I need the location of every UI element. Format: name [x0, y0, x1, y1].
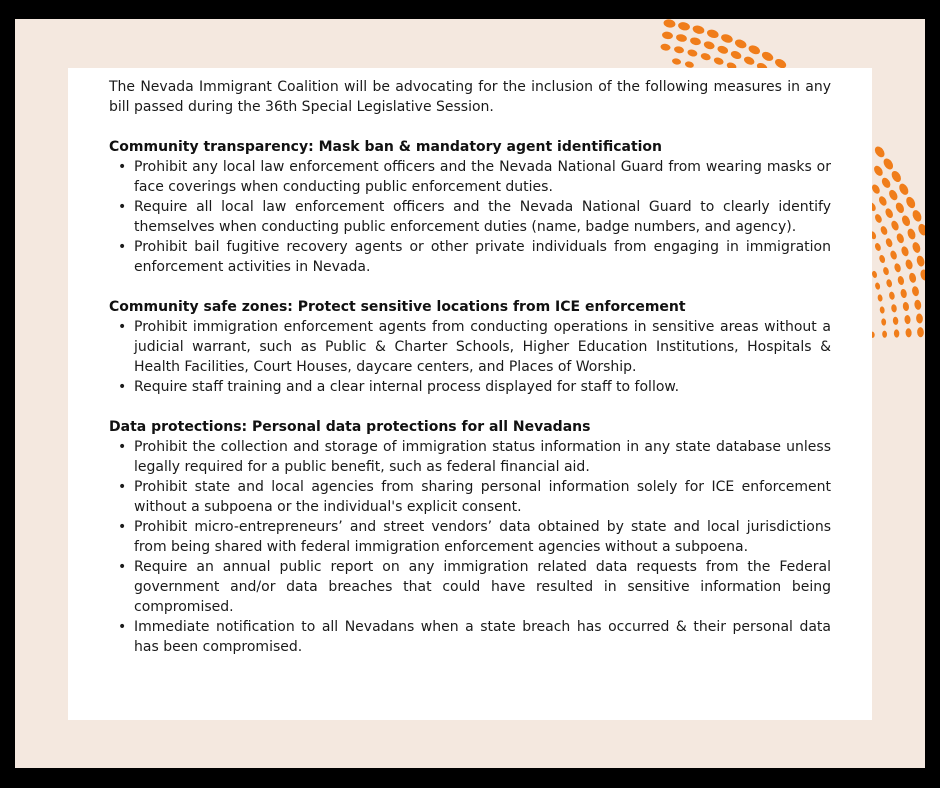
document-body	[109, 77, 831, 657]
halftone-dot	[904, 259, 913, 271]
halftone-dot	[917, 327, 924, 337]
halftone-dot	[886, 279, 893, 288]
list-item: • Require staff training and a clear internal process displayed for staff to follow.	[134, 377, 831, 397]
halftone-dot	[911, 209, 923, 223]
halftone-dot	[882, 157, 895, 171]
bullet-list	[109, 437, 831, 657]
halftone-dot	[663, 19, 676, 28]
halftone-dot	[716, 44, 729, 55]
halftone-dot	[887, 188, 899, 201]
list-item: • Prohibit immigration enforcement agents from conducting operations in sensitive areas without a judicial warrant, such as Public & Charter Schools, Higher Education Institutions, Hospitals & Health Facilities, Court Houses, daycare centers, and Places of Worship.	[134, 317, 831, 377]
halftone-dot	[891, 304, 898, 313]
halftone-dot	[908, 272, 917, 283]
list-item: • Require an annual public report on any immigration related data requests from the Federal government and/or data breaches that could have resulted in sensitive information being compromised.	[134, 557, 831, 617]
halftone-dot	[889, 250, 898, 261]
list-item: • Prohibit micro-entrepreneurs’ and street vendors’ data obtained by state and local jurisdictions from being shared with federal immigration enforcement agencies without a subpoena.	[134, 517, 831, 557]
halftone-dot	[874, 213, 884, 224]
halftone-dot	[911, 241, 921, 254]
halftone-dot	[870, 183, 881, 195]
halftone-dot	[713, 56, 725, 66]
halftone-dot	[894, 201, 906, 214]
list-item: • Prohibit any local law enforcement officers and the Nevada National Guard from wearing masks or face coverings when conducting public enforcement duties.	[134, 157, 831, 197]
halftone-dot	[689, 36, 702, 46]
halftone-dot	[897, 182, 910, 196]
page-frame	[15, 19, 925, 768]
halftone-dot	[906, 228, 917, 241]
bullet-list	[109, 317, 831, 397]
halftone-dot	[919, 269, 925, 281]
halftone-dot	[687, 48, 698, 57]
halftone-dot	[894, 329, 900, 337]
halftone-dot	[895, 232, 905, 244]
halftone-dot	[703, 40, 716, 50]
halftone-dot	[900, 245, 910, 257]
halftone-dot	[747, 44, 761, 56]
halftone-dot	[900, 288, 908, 298]
halftone-dot	[890, 220, 900, 232]
list-item: • Prohibit state and local agencies from sharing personal information solely for ICE enforcement without a subpoena or the individual's explicit consent.	[134, 477, 831, 517]
halftone-dot	[904, 315, 911, 325]
halftone-dot	[893, 263, 901, 273]
halftone-dot	[916, 313, 924, 324]
intro-paragraph: The Nevada Immigrant Coalition will be advocating for the inclusion of the following measures in any bill passed during the 36th Special Legislative Session.	[109, 79, 831, 115]
halftone-dot	[911, 286, 920, 297]
halftone-dot	[882, 266, 889, 275]
halftone-dot	[902, 302, 909, 312]
halftone-dot	[700, 52, 712, 61]
halftone-dot	[692, 24, 706, 35]
list-item: • Prohibit bail fugitive recovery agents or other private individuals from engaging in immigration enforcement activities in Nevada.	[134, 237, 831, 277]
halftone-dot	[660, 43, 671, 51]
list-item: • Require all local law enforcement officers and the Nevada National Guard to clearly identify themselves when conducting public enforcement duties (name, badge numbers, and agency).	[134, 197, 831, 237]
bullet-list	[109, 157, 831, 277]
halftone-dot	[877, 294, 883, 302]
halftone-dot	[916, 255, 925, 268]
halftone-dot	[877, 195, 888, 207]
halftone-dot	[874, 282, 880, 290]
halftone-dot	[881, 318, 886, 326]
halftone-dot	[904, 195, 917, 209]
halftone-dot	[890, 169, 903, 183]
halftone-dot	[720, 33, 734, 45]
halftone-dot	[888, 291, 895, 300]
section-heading: Community safe zones: Protect sensitive locations from ICE enforcement	[109, 299, 686, 315]
list-item: • Prohibit the collection and storage of immigration status information in any state database unless legally required for a public benefit, such as federal financial aid.	[134, 437, 831, 477]
halftone-dot	[675, 33, 687, 43]
content-card	[68, 68, 872, 720]
halftone-dot	[885, 237, 894, 248]
halftone-dot	[879, 306, 885, 314]
list-item: • Immediate notification to all Nevadans when a state breach has occurred & their personal data has been compromised.	[134, 617, 831, 657]
halftone-dot	[882, 330, 887, 337]
halftone-dot	[743, 55, 756, 66]
section-heading: Data protections: Personal data protections for all Nevadans	[109, 419, 591, 435]
halftone-dot	[884, 207, 895, 219]
halftone-dot	[900, 214, 911, 227]
halftone-dot	[873, 145, 887, 159]
halftone-dot	[706, 28, 720, 39]
halftone-dot	[872, 164, 884, 177]
halftone-dot	[897, 275, 905, 285]
halftone-dot	[673, 45, 684, 54]
halftone-dot	[730, 49, 743, 60]
halftone-dot	[874, 242, 882, 252]
halftone-dot	[671, 58, 681, 66]
halftone-dot	[892, 316, 898, 325]
halftone-dot	[734, 38, 748, 50]
section-heading: Community transparency: Mask ban & mandatory agent identification	[109, 139, 663, 155]
halftone-dot	[917, 223, 925, 237]
halftone-dot	[878, 254, 886, 263]
halftone-dot	[760, 50, 774, 63]
halftone-dot	[661, 31, 673, 40]
halftone-dot	[879, 225, 888, 236]
halftone-dot	[914, 299, 922, 310]
halftone-dot	[677, 21, 690, 31]
halftone-dot	[880, 176, 892, 189]
halftone-dot	[871, 270, 878, 278]
halftone-dot	[905, 328, 912, 337]
